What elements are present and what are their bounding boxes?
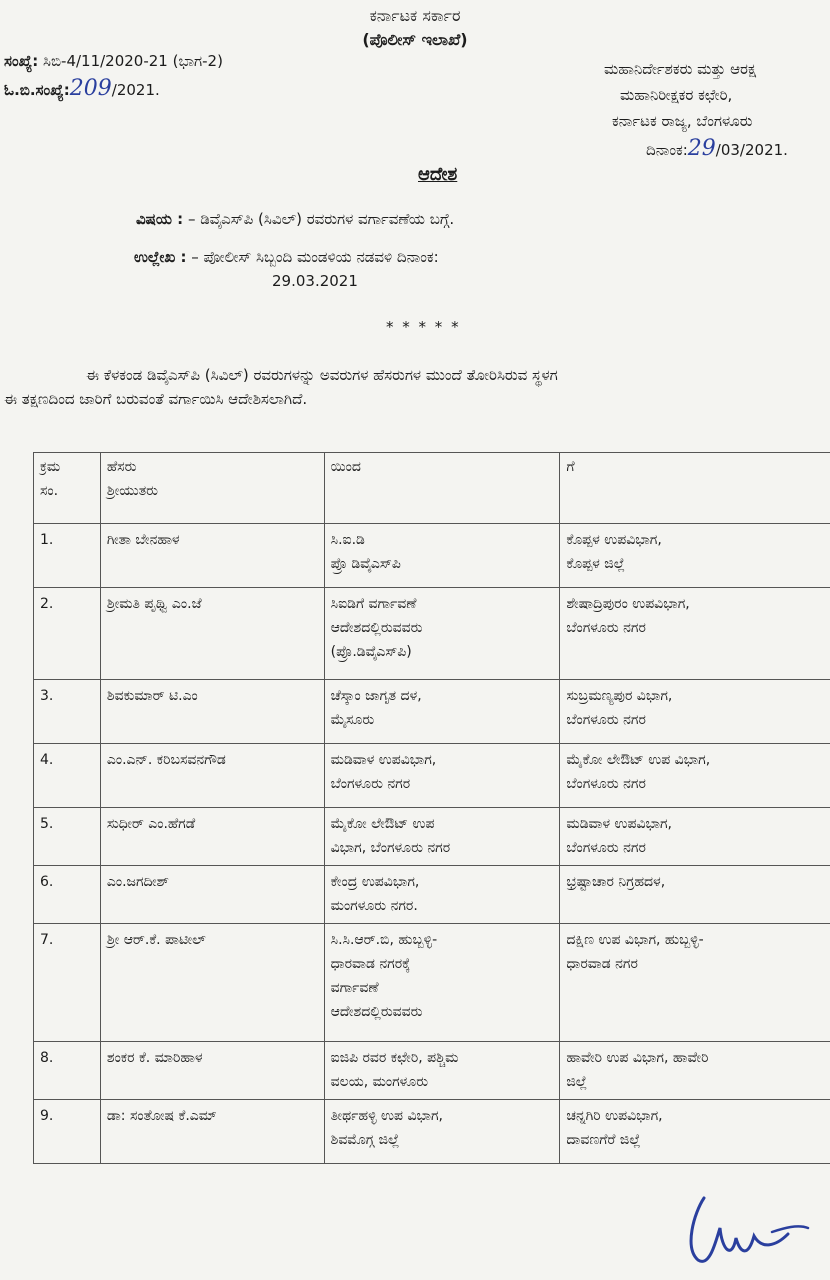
row-to <box>560 1100 830 1164</box>
header-from: ಯಿಂದ <box>324 453 560 524</box>
row-serial: 6. <box>34 866 101 924</box>
reference-number-label: ಸಂಖ್ಯೆ: <box>4 52 39 70</box>
ob-number <box>4 76 160 101</box>
row-from-line: ಧಾರವಾಡ ನಗರಕ್ಕೆ <box>330 956 411 972</box>
header-serial-line-2: ಸಂ. <box>40 483 59 499</box>
row-to-line: ಹಾವೇರಿ ಉಪ ವಿಭಾಗ, ಹಾವೇರಿ <box>566 1050 709 1066</box>
row-name: ಗೀತಾ ಬೇನಹಾಳ <box>100 524 324 588</box>
transfer-table <box>33 452 830 1164</box>
row-name: ಎಂ.ಎನ್. ಕರಿಬಸವನಗೌಡ <box>100 744 324 808</box>
table-body <box>34 524 830 1164</box>
reference-number-value: ಸಿಬಿ-4/11/2020-21 (ಭಾಗ-2) <box>42 52 223 70</box>
row-to-line: ದಾವಣಗೆರೆ ಜಿಲ್ಲೆ <box>566 1132 641 1148</box>
row-from-line: ಕೇಂದ್ರ ಉಪವಿಭಾಗ, <box>330 874 420 890</box>
header-serial <box>34 453 101 524</box>
row-from-line: ಸಿ.ಐ.ಡಿ <box>330 532 365 548</box>
row-to-line: ಮಡಿವಾಳ ಉಪವಿಭಾಗ, <box>566 816 673 832</box>
reference-date: 29.03.2021 <box>272 272 358 290</box>
header-name-line-1: ಹೆಸರು <box>106 459 137 475</box>
subject-text: – ಡಿವೈಎಸ್‌ಪಿ (ಸಿವಿಲ್) ರವರುಗಳ ವರ್ಗಾವಣೆಯ ಬಗ್ಗೆ. <box>187 210 455 228</box>
row-to <box>560 680 830 744</box>
row-from <box>324 1042 560 1100</box>
row-to-line: ಧಾರವಾಡ ನಗರ <box>566 956 638 972</box>
signature-mark <box>676 1168 816 1268</box>
govt-title: ಕರ್ನಾಟಕ ಸರ್ಕಾರ <box>369 6 461 25</box>
row-from <box>324 680 560 744</box>
row-name: ಶ್ರೀ ಆರ್.ಕೆ. ಪಾಟೀಲ್ <box>100 924 324 1042</box>
row-name: ಸುಧೀರ್ ಎಂ.ಹೆಗಡೆ <box>100 808 324 866</box>
order-title: ಆದೇಶ <box>418 164 458 185</box>
row-to-line: ಚನ್ನಗಿರಿ ಉಪವಿಭಾಗ, <box>566 1108 663 1124</box>
row-to <box>560 866 830 924</box>
ob-number-handwritten: 209 <box>69 76 112 101</box>
table-row <box>34 1042 830 1100</box>
row-to-line: ಬೆಂಗಳೂರು ನಗರ <box>566 840 646 856</box>
order-date <box>646 136 788 161</box>
ob-number-year: /2021. <box>111 81 160 99</box>
table-row <box>34 588 830 680</box>
row-serial: 9. <box>34 1100 101 1164</box>
row-serial: 7. <box>34 924 101 1042</box>
row-from-line: ಚೆಸ್ಕಾಂ ಜಾಗೃತ ದಳ, <box>330 688 422 704</box>
table-row <box>34 680 830 744</box>
row-from-line: ಬೆಂಗಳೂರು ನಗರ <box>330 776 411 792</box>
row-to <box>560 744 830 808</box>
row-from-line: ತೀರ್ಥಹಳ್ಳಿ ಉಪ ವಿಭಾಗ, <box>330 1108 443 1124</box>
row-from-line: ಮಡಿವಾಳ ಉಪವಿಭಾಗ, <box>330 752 437 768</box>
row-name: ಎಂ.ಜಗದೀಶ್ <box>100 866 324 924</box>
table-row <box>34 1100 830 1164</box>
row-name: ಶಿವಕುಮಾರ್ ಟಿ.ಎಂ <box>100 680 324 744</box>
row-from-line: ಮೈಕೋ ಲೇಔಟ್ ಉಪ <box>330 816 435 832</box>
row-serial: 2. <box>34 588 101 680</box>
row-from-line: ಶಿವಮೊಗ್ಗ ಜಿಲ್ಲೆ <box>330 1132 400 1148</box>
order-date-handwritten: 29 <box>687 136 716 161</box>
row-to-line: ಬೆಂಗಳೂರು ನಗರ <box>566 620 646 636</box>
table-row <box>34 808 830 866</box>
table-header-row <box>34 453 830 524</box>
row-serial: 4. <box>34 744 101 808</box>
row-from-line: ವರ್ಗಾವಣೆ <box>330 980 379 996</box>
row-to-line: ಸುಬ್ರಮಣ್ಯಪುರ ವಿಭಾಗ, <box>566 688 673 704</box>
separator-stars: * * * * * <box>386 318 461 336</box>
subject-label: ವಿಷಯ : <box>136 210 184 228</box>
table-row <box>34 524 830 588</box>
office-line-2: ಮಹಾನಿರೀಕ್ಷಕರ ಕಛೇರಿ, <box>620 86 733 104</box>
row-to <box>560 588 830 680</box>
row-from <box>324 1100 560 1164</box>
row-to-line: ಬೆಂಗಳೂರು ನಗರ <box>566 712 646 728</box>
row-to-line: ಭ್ರಷ್ಟಾಚಾರ ನಿಗ್ರಹದಳ, <box>566 874 666 890</box>
subject-line <box>136 210 454 228</box>
table-row <box>34 866 830 924</box>
row-from-line: ಐಜಿಪಿ ರವರ ಕಛೇರಿ, ಪಶ್ಚಿಮ <box>330 1050 459 1066</box>
header-name <box>100 453 324 524</box>
row-serial: 8. <box>34 1042 101 1100</box>
row-from-line: ಆದೇಶದಲ್ಲಿರುವವರು <box>330 1004 423 1020</box>
row-to-line: ಕೊಪ್ಪಳ ಜಿಲ್ಲೆ <box>566 556 625 572</box>
row-from <box>324 588 560 680</box>
row-from-line: ಸಿ.ಸಿ.ಆರ್.ಬಿ, ಹುಬ್ಬಳ್ಳಿ- <box>330 932 438 948</box>
reference-label: ಉಲ್ಲೇಖ : <box>134 248 187 266</box>
order-date-label: ದಿನಾಂಕ: <box>646 141 688 159</box>
row-to-line: ದಕ್ಷಿಣ ಉಪ ವಿಭಾಗ, ಹುಬ್ಬಳ್ಳಿ- <box>566 932 704 948</box>
row-to <box>560 1042 830 1100</box>
row-from-line: (ಪ್ರೊ.ಡಿವೈಎಸ್‌ಪಿ) <box>330 644 412 660</box>
row-to <box>560 524 830 588</box>
reference-line <box>134 248 439 266</box>
body-line-1: ಈ ಕೆಳಕಂಡ ಡಿವೈಎಸ್‌ಪಿ (ಸಿವಿಲ್) ರವರುಗಳನ್ನು ಅವರುಗಳ ಹೆಸರುಗಳ ಮುಂದೆ ತೋರಿಸಿರುವ ಸ್ಥಳಗ <box>86 366 558 384</box>
row-name: ಶಂಕರ ಕೆ. ಮಾರಿಹಾಳ <box>100 1042 324 1100</box>
table-row <box>34 924 830 1042</box>
ob-number-label: ಓ.ಬಿ.ಸಂಖ್ಯೆ: <box>4 81 70 99</box>
row-from-line: ಪ್ರೊ ಡಿವೈಎಸ್‌ಪಿ <box>330 556 401 572</box>
row-from <box>324 744 560 808</box>
body-line-2: ಈ ತಕ್ಷಣದಿಂದ ಜಾರಿಗೆ ಬರುವಂತೆ ವರ್ಗಾಯಿಸಿ ಆದೇಶಿಸಲಾಗಿದೆ. <box>4 390 308 408</box>
row-name: ಶ್ರೀಮತಿ ಪೃಥ್ವಿ ಎಂ.ಜೆ <box>100 588 324 680</box>
row-from-line: ವಿಭಾಗ, ಬೆಂಗಳೂರು ನಗರ <box>330 840 451 856</box>
office-line-1: ಮಹಾನಿರ್ದೇಶಕರು ಮತ್ತು ಆರಕ್ಷ <box>604 60 757 78</box>
row-to-line: ಬೆಂಗಳೂರು ನಗರ <box>566 776 646 792</box>
row-from-line: ವಲಯ, ಮಂಗಳೂರು <box>330 1074 429 1090</box>
header-name-line-2: ಶ್ರೀಯುತರು <box>106 483 158 499</box>
order-date-rest: /03/2021. <box>715 141 788 159</box>
row-to-line: ಜಿಲ್ಲೆ <box>566 1074 588 1090</box>
row-from <box>324 808 560 866</box>
row-from <box>324 866 560 924</box>
reference-number <box>4 52 223 70</box>
row-to-line: ಶೇಷಾದ್ರಿಪುರಂ ಉಪವಿಭಾಗ, <box>566 596 690 612</box>
row-to-line: ಮೈಕೋ ಲೇಔಟ್ ಉಪ ವಿಭಾಗ, <box>566 752 711 768</box>
row-serial: 1. <box>34 524 101 588</box>
row-from <box>324 524 560 588</box>
row-from <box>324 924 560 1042</box>
row-from-line: ಆದೇಶದಲ್ಲಿರುವವರು <box>330 620 423 636</box>
header-to: ಗೆ <box>560 453 830 524</box>
row-from-line: ಮೈಸೂರು <box>330 712 375 728</box>
row-to <box>560 924 830 1042</box>
row-from-line: ಸಿಐಡಿಗೆ ವರ್ಗಾವಣೆ <box>330 596 417 612</box>
header-serial-line-1: ಕ್ರಮ <box>40 459 61 475</box>
row-from-line: ಮಂಗಳೂರು ನಗರ. <box>330 898 418 914</box>
row-to <box>560 808 830 866</box>
department-title: (ಪೊಲೀಸ್ ಇಲಾಖೆ) <box>362 30 468 49</box>
table-row <box>34 744 830 808</box>
row-to-line: ಕೊಪ್ಪಳ ಉಪವಿಭಾಗ, <box>566 532 662 548</box>
reference-text: – ಪೋಲೀಸ್ ಸಿಬ್ಬಂದಿ ಮಂಡಳಿಯ ನಡವಳಿ ದಿನಾಂಕ: <box>191 248 439 266</box>
row-serial: 3. <box>34 680 101 744</box>
row-name: ಡಾ: ಸಂತೋಷ ಕೆ.ಎಮ್ <box>100 1100 324 1164</box>
row-serial: 5. <box>34 808 101 866</box>
office-line-3: ಕರ್ನಾಟಕ ರಾಜ್ಯ, ಬೆಂಗಳೂರು <box>612 112 753 130</box>
